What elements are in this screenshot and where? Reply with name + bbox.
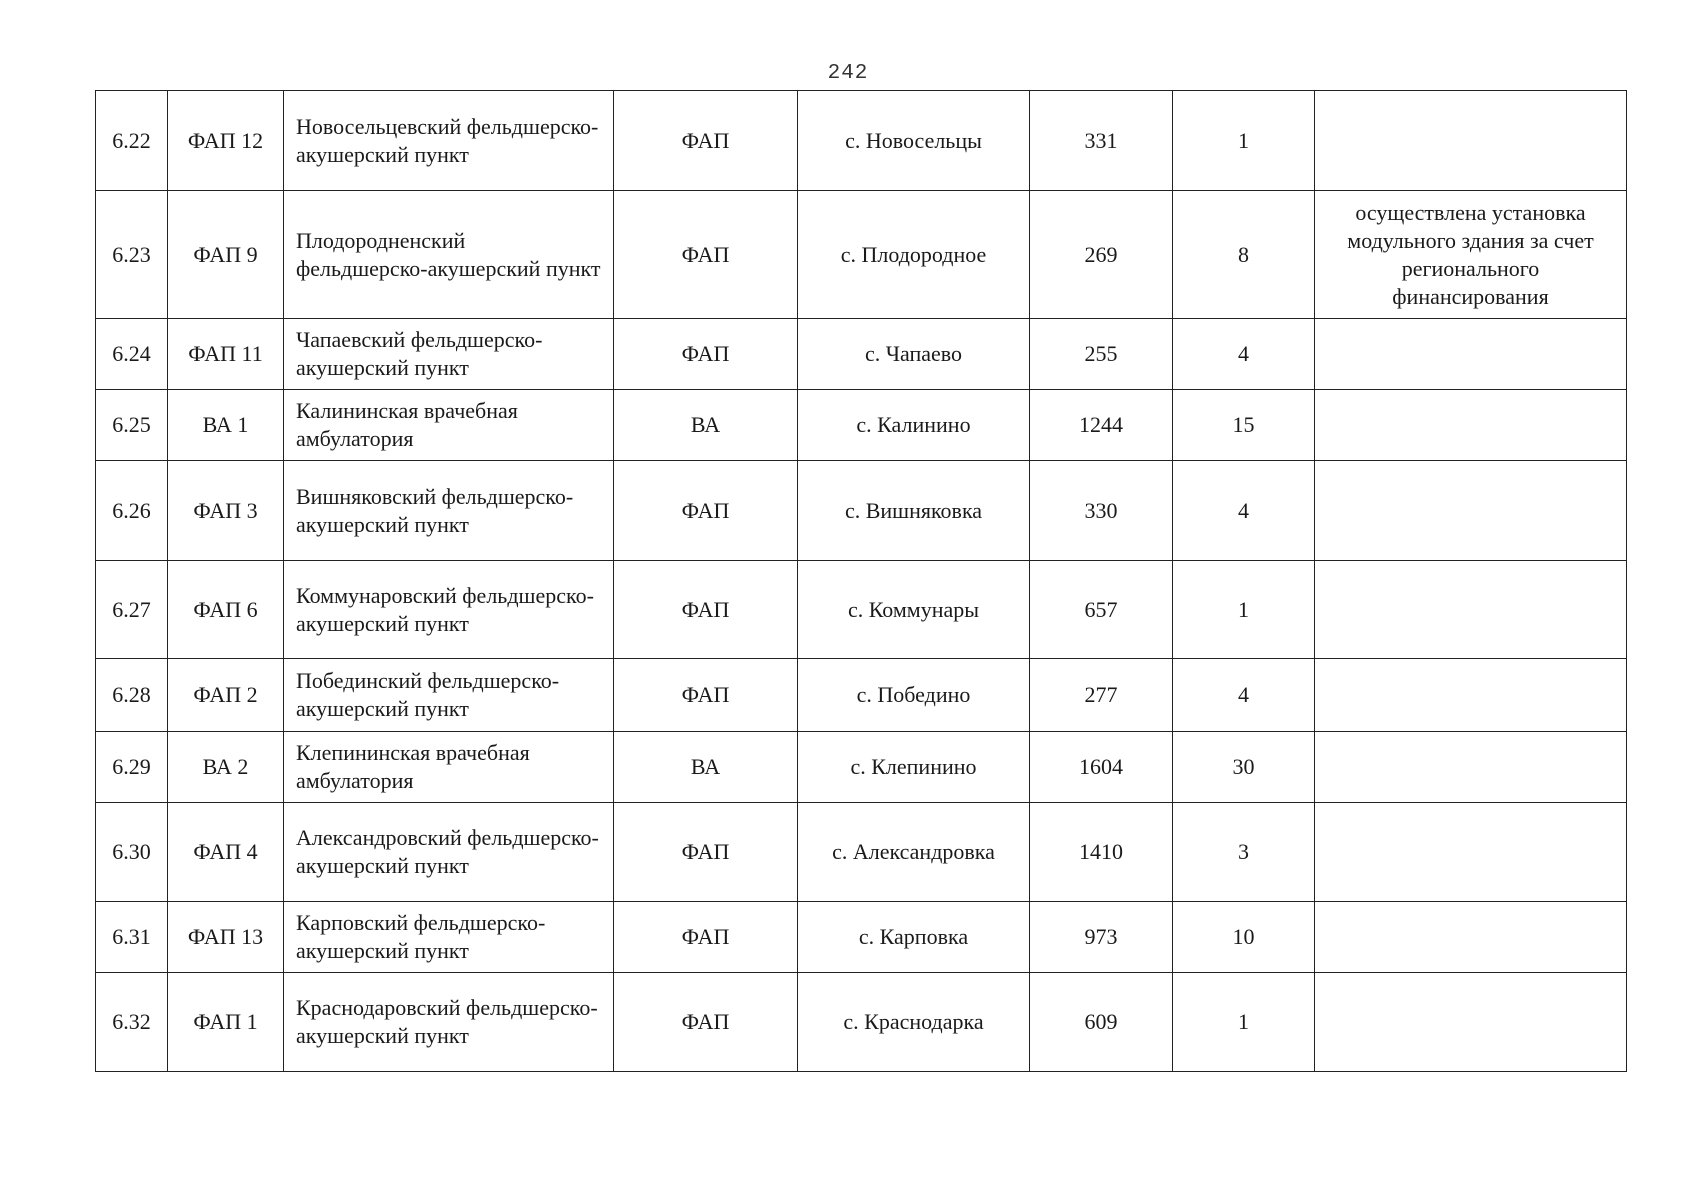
facility-name: Вишняковский фельдшерско-акушерский пункт bbox=[284, 461, 614, 561]
facility-type: ВА bbox=[614, 732, 798, 803]
facility-type: ФАП bbox=[614, 319, 798, 390]
row-number: 6.30 bbox=[96, 803, 168, 902]
facility-type: ФАП bbox=[614, 659, 798, 732]
population: 657 bbox=[1030, 561, 1173, 659]
distance: 1 bbox=[1173, 91, 1315, 191]
table-row bbox=[96, 461, 1627, 561]
facility-type: ВА bbox=[614, 390, 798, 461]
facility-code: ФАП 9 bbox=[168, 191, 284, 319]
note bbox=[1315, 659, 1627, 732]
settlement: с. Вишняковка bbox=[798, 461, 1030, 561]
facility-name: Плодородненский фельдшерско-акушерский пункт bbox=[284, 191, 614, 319]
distance: 15 bbox=[1173, 390, 1315, 461]
row-number: 6.24 bbox=[96, 319, 168, 390]
distance: 4 bbox=[1173, 659, 1315, 732]
distance: 1 bbox=[1173, 973, 1315, 1072]
table-row bbox=[96, 732, 1627, 803]
note bbox=[1315, 319, 1627, 390]
facility-code: ФАП 11 bbox=[168, 319, 284, 390]
settlement: с. Александровка bbox=[798, 803, 1030, 902]
distance: 1 bbox=[1173, 561, 1315, 659]
note bbox=[1315, 561, 1627, 659]
population: 269 bbox=[1030, 191, 1173, 319]
row-number: 6.25 bbox=[96, 390, 168, 461]
population: 1604 bbox=[1030, 732, 1173, 803]
settlement: с. Калинино bbox=[798, 390, 1030, 461]
row-number: 6.22 bbox=[96, 91, 168, 191]
row-number: 6.31 bbox=[96, 902, 168, 973]
settlement: с. Карповка bbox=[798, 902, 1030, 973]
settlement: с. Коммунары bbox=[798, 561, 1030, 659]
settlement: с. Чапаево bbox=[798, 319, 1030, 390]
population: 1410 bbox=[1030, 803, 1173, 902]
facility-type: ФАП bbox=[614, 91, 798, 191]
table-row bbox=[96, 390, 1627, 461]
note bbox=[1315, 732, 1627, 803]
settlement: с. Краснодарка bbox=[798, 973, 1030, 1072]
facility-code: ФАП 3 bbox=[168, 461, 284, 561]
facility-code: ВА 1 bbox=[168, 390, 284, 461]
note: осуществлена установка модульного здания за счет регионального финансирования bbox=[1315, 191, 1627, 319]
facility-code: ВА 2 bbox=[168, 732, 284, 803]
facility-type: ФАП bbox=[614, 461, 798, 561]
facility-name: Клепининская врачебная амбулатория bbox=[284, 732, 614, 803]
population: 277 bbox=[1030, 659, 1173, 732]
settlement: с. Победино bbox=[798, 659, 1030, 732]
row-number: 6.32 bbox=[96, 973, 168, 1072]
facility-code: ФАП 2 bbox=[168, 659, 284, 732]
settlement: с. Клепинино bbox=[798, 732, 1030, 803]
note bbox=[1315, 973, 1627, 1072]
facility-name: Побединский фельдшерско-акушерский пункт bbox=[284, 659, 614, 732]
facility-name: Калининская врачебная амбулатория bbox=[284, 390, 614, 461]
note bbox=[1315, 91, 1627, 191]
page-number: 242 bbox=[827, 62, 869, 85]
population: 1244 bbox=[1030, 390, 1173, 461]
facility-type: ФАП bbox=[614, 973, 798, 1072]
distance: 10 bbox=[1173, 902, 1315, 973]
row-number: 6.28 bbox=[96, 659, 168, 732]
distance: 4 bbox=[1173, 319, 1315, 390]
population: 330 bbox=[1030, 461, 1173, 561]
facility-type: ФАП bbox=[614, 902, 798, 973]
distance: 8 bbox=[1173, 191, 1315, 319]
note bbox=[1315, 461, 1627, 561]
note bbox=[1315, 803, 1627, 902]
settlement: с. Новосельцы bbox=[798, 91, 1030, 191]
population: 255 bbox=[1030, 319, 1173, 390]
distance: 30 bbox=[1173, 732, 1315, 803]
facility-code: ФАП 13 bbox=[168, 902, 284, 973]
facility-type: ФАП bbox=[614, 561, 798, 659]
facility-code: ФАП 1 bbox=[168, 973, 284, 1072]
distance: 4 bbox=[1173, 461, 1315, 561]
table-row bbox=[96, 973, 1627, 1072]
note bbox=[1315, 902, 1627, 973]
row-number: 6.26 bbox=[96, 461, 168, 561]
facility-name: Александровский фельдшерско-акушерский пункт bbox=[284, 803, 614, 902]
facility-name: Коммунаровский фельдшерско-акушерский пункт bbox=[284, 561, 614, 659]
table-row bbox=[96, 803, 1627, 902]
row-number: 6.29 bbox=[96, 732, 168, 803]
table-row bbox=[96, 659, 1627, 732]
facility-code: ФАП 4 bbox=[168, 803, 284, 902]
table-row bbox=[96, 561, 1627, 659]
population: 331 bbox=[1030, 91, 1173, 191]
table-row bbox=[96, 902, 1627, 973]
population: 973 bbox=[1030, 902, 1173, 973]
population: 609 bbox=[1030, 973, 1173, 1072]
table-row bbox=[96, 319, 1627, 390]
table-row bbox=[96, 191, 1627, 319]
facility-code: ФАП 6 bbox=[168, 561, 284, 659]
facility-name: Карповский фельдшерско-акушерский пункт bbox=[284, 902, 614, 973]
row-number: 6.27 bbox=[96, 561, 168, 659]
distance: 3 bbox=[1173, 803, 1315, 902]
facility-name: Чапаевский фельдшерско-акушерский пункт bbox=[284, 319, 614, 390]
facilities-table bbox=[95, 90, 1627, 1072]
facility-name: Новосельцевский фельдшерско-акушерский пункт bbox=[284, 91, 614, 191]
note bbox=[1315, 390, 1627, 461]
row-number: 6.23 bbox=[96, 191, 168, 319]
table-row bbox=[96, 91, 1627, 191]
facility-type: ФАП bbox=[614, 191, 798, 319]
facility-code: ФАП 12 bbox=[168, 91, 284, 191]
settlement: с. Плодородное bbox=[798, 191, 1030, 319]
facility-name: Краснодаровский фельдшерско-акушерский пункт bbox=[284, 973, 614, 1072]
facility-type: ФАП bbox=[614, 803, 798, 902]
table-body bbox=[96, 91, 1627, 1072]
